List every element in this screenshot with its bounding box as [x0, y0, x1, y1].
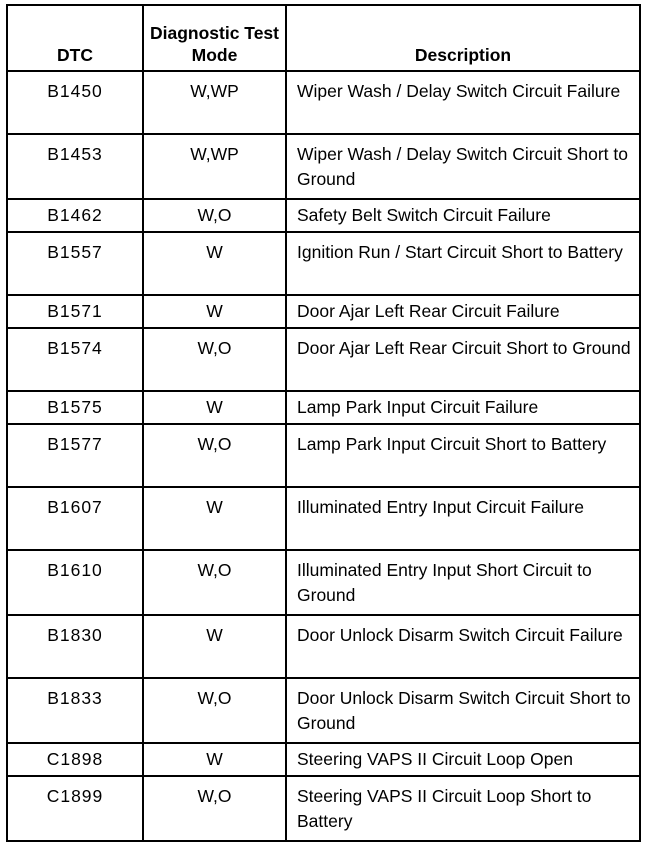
description-cell: Door Ajar Left Rear Circuit Failure: [286, 295, 640, 328]
dtc-table: [6, 4, 641, 842]
description-cell: Door Unlock Disarm Switch Circuit Short to Ground: [286, 678, 640, 743]
test-mode-cell: W,O: [143, 199, 286, 232]
description-cell: Illuminated Entry Input Short Circuit to Ground: [286, 550, 640, 615]
test-mode-cell: W: [143, 232, 286, 295]
test-mode-cell: W: [143, 615, 286, 678]
dtc-code-cell: B1577: [7, 424, 143, 487]
table-row: [7, 71, 640, 134]
test-mode-cell: W,WP: [143, 71, 286, 134]
dtc-code-cell: B1462: [7, 199, 143, 232]
test-mode-cell: W,WP: [143, 134, 286, 199]
dtc-table-container: [6, 4, 639, 842]
table-header: [7, 5, 640, 71]
table-row: [7, 487, 640, 550]
description-cell: Wiper Wash / Delay Switch Circuit Failure: [286, 71, 640, 134]
description-cell: Lamp Park Input Circuit Failure: [286, 391, 640, 424]
description-cell: Steering VAPS II Circuit Loop Open: [286, 743, 640, 776]
table-row: [7, 776, 640, 841]
test-mode-cell: W: [143, 295, 286, 328]
table-row: [7, 615, 640, 678]
table-row: [7, 391, 640, 424]
test-mode-cell: W,O: [143, 424, 286, 487]
dtc-code-cell: B1557: [7, 232, 143, 295]
dtc-code-cell: B1453: [7, 134, 143, 199]
test-mode-cell: W: [143, 391, 286, 424]
dtc-code-cell: B1575: [7, 391, 143, 424]
table-row: [7, 743, 640, 776]
header-row: [7, 5, 640, 71]
table-row: [7, 550, 640, 615]
dtc-code-cell: C1899: [7, 776, 143, 841]
dtc-code-cell: B1571: [7, 295, 143, 328]
description-cell: Illuminated Entry Input Circuit Failure: [286, 487, 640, 550]
table-row: [7, 232, 640, 295]
table-row: [7, 134, 640, 199]
test-mode-cell: W,O: [143, 550, 286, 615]
table-row: [7, 295, 640, 328]
header-dtc: DTC: [7, 5, 143, 71]
description-cell: Door Unlock Disarm Switch Circuit Failure: [286, 615, 640, 678]
dtc-code-cell: B1607: [7, 487, 143, 550]
dtc-code-cell: B1450: [7, 71, 143, 134]
table-row: [7, 199, 640, 232]
header-diagnostic-test-mode: Diagnostic Test Mode: [143, 5, 286, 71]
dtc-code-cell: B1833: [7, 678, 143, 743]
test-mode-cell: W: [143, 743, 286, 776]
description-cell: Door Ajar Left Rear Circuit Short to Ground: [286, 328, 640, 391]
test-mode-cell: W,O: [143, 678, 286, 743]
table-row: [7, 328, 640, 391]
table-row: [7, 424, 640, 487]
test-mode-cell: W: [143, 487, 286, 550]
description-cell: Ignition Run / Start Circuit Short to Battery: [286, 232, 640, 295]
dtc-code-cell: C1898: [7, 743, 143, 776]
dtc-code-cell: B1830: [7, 615, 143, 678]
dtc-code-cell: B1574: [7, 328, 143, 391]
description-cell: Safety Belt Switch Circuit Failure: [286, 199, 640, 232]
header-description: Description: [286, 5, 640, 71]
table-row: [7, 678, 640, 743]
description-cell: Lamp Park Input Circuit Short to Battery: [286, 424, 640, 487]
description-cell: Wiper Wash / Delay Switch Circuit Short to Ground: [286, 134, 640, 199]
table-body: [7, 71, 640, 841]
test-mode-cell: W,O: [143, 776, 286, 841]
test-mode-cell: W,O: [143, 328, 286, 391]
dtc-code-cell: B1610: [7, 550, 143, 615]
description-cell: Steering VAPS II Circuit Loop Short to Battery: [286, 776, 640, 841]
